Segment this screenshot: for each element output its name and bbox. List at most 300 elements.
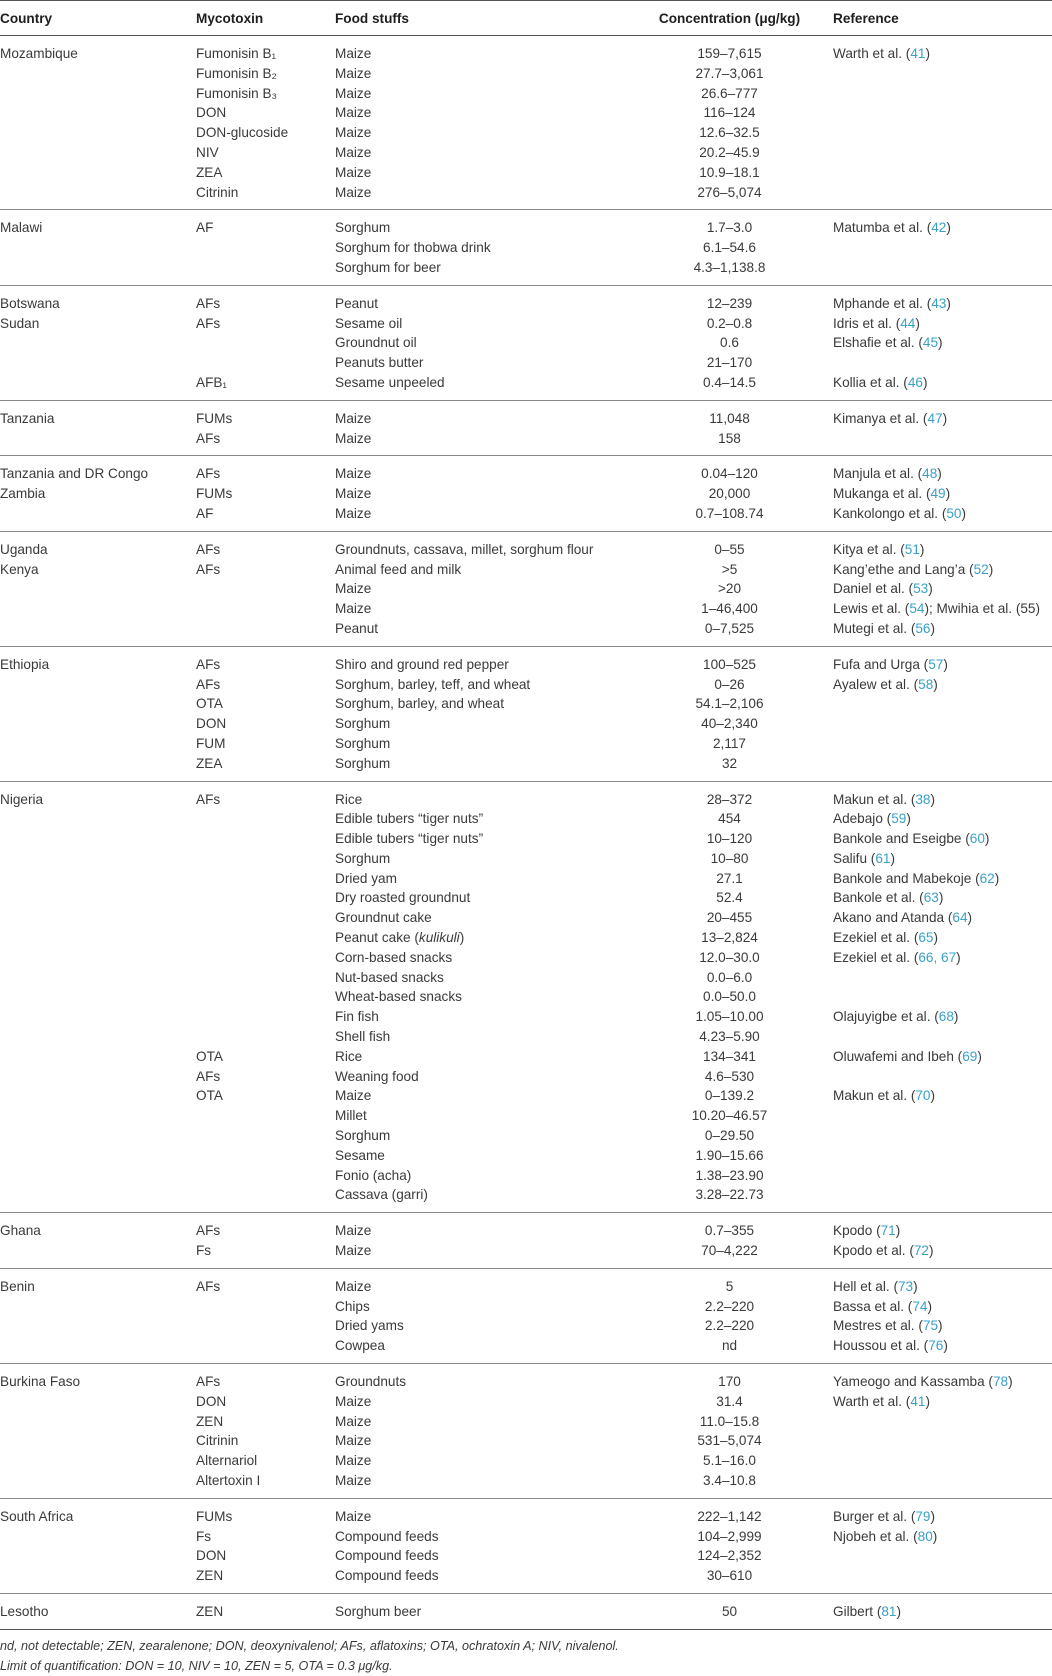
cell-food-stuff: Compound feeds	[335, 1528, 439, 1544]
cell-mycotoxin: AFs	[196, 791, 221, 807]
country-group	[0, 1593, 1052, 1629]
cell-mycotoxin	[196, 333, 335, 353]
reference-author: Kpodo et al. (	[833, 1243, 914, 1259]
reference-number-link[interactable]: 38	[915, 791, 931, 807]
reference-number-link[interactable]: 79	[915, 1508, 931, 1524]
reference-number-link[interactable]: 41	[910, 46, 926, 61]
cell-mycotoxin: Alternariol	[196, 1453, 258, 1469]
reference-number-link[interactable]: 76	[928, 1338, 944, 1354]
country-group	[0, 1498, 1052, 1593]
cell-concentration: 0.7–108.74	[695, 505, 764, 521]
reference-number-link[interactable]: 57	[928, 656, 944, 672]
cell-country: Uganda	[0, 541, 48, 557]
reference-number-link[interactable]: 52	[973, 561, 989, 577]
reference-author: Daniel et al. (	[833, 581, 914, 597]
cell-mycotoxin: Altertoxin I	[196, 1473, 261, 1488]
footnote-limit-of-quantification: Limit of quantification: DON = 10, NIV = 10, ZEN = 5, OTA = 0.3 μg/kg.	[0, 1658, 393, 1673]
reference-author: Warth et al. (	[833, 1393, 911, 1409]
cell-mycotoxin: Citrinin	[196, 184, 239, 200]
cell-mycotoxin: DON	[196, 1548, 227, 1564]
cell-mycotoxin: AF	[196, 220, 214, 236]
table-row	[0, 1067, 1052, 1087]
reference-suffix: )	[930, 620, 936, 636]
cell-concentration: 10–120	[706, 831, 753, 847]
table-row	[0, 531, 1052, 559]
cell-country	[0, 1086, 196, 1106]
reference-number-link[interactable]: 62	[979, 870, 995, 886]
reference-number-link[interactable]: 43	[931, 295, 947, 311]
table-row	[0, 599, 1052, 619]
cell-mycotoxin	[196, 908, 335, 928]
cell-country	[0, 1566, 196, 1593]
cell-country	[0, 579, 196, 599]
cell-food-stuff: Nut-based snacks	[335, 969, 444, 985]
table-row	[0, 143, 1052, 163]
reference-number-link[interactable]: 66, 67	[918, 949, 957, 965]
country-group	[0, 1213, 1052, 1269]
reference-number-link[interactable]: 74	[912, 1298, 928, 1314]
cell-mycotoxin: AFs	[196, 430, 221, 446]
header-country: Country	[0, 1, 196, 36]
cell-concentration: 11.0–15.8	[699, 1413, 760, 1429]
cell-concentration: 531–5,074	[697, 1433, 762, 1449]
cell-reference	[833, 314, 1052, 334]
cell-reference	[833, 888, 1052, 908]
reference-number-link[interactable]: 69	[962, 1048, 978, 1064]
cell-country: Kenya	[0, 561, 39, 577]
cell-concentration: 0.4–14.5	[703, 374, 756, 390]
cell-mycotoxin	[196, 1106, 335, 1126]
cell-food-stuff: Maize	[335, 46, 372, 61]
reference-suffix: )	[913, 1278, 918, 1294]
cell-mycotoxin	[196, 809, 335, 829]
cell-concentration: 0–55	[714, 541, 745, 557]
cell-concentration: 158	[718, 430, 741, 446]
reference-author: Mestres et al. (	[833, 1318, 923, 1334]
cell-concentration: 70–4,222	[701, 1243, 758, 1259]
cell-reference	[833, 829, 1052, 849]
cell-country	[0, 754, 196, 781]
country-group	[0, 456, 1052, 531]
cell-mycotoxin	[196, 258, 335, 285]
cell-food-stuff: Shell fish	[335, 1029, 391, 1045]
cell-mycotoxin: AFs	[196, 1068, 221, 1084]
table-row	[0, 579, 1052, 599]
table-row	[0, 36, 1052, 64]
cell-reference	[833, 809, 1052, 829]
cell-food-stuff: Sorghum	[335, 755, 391, 771]
reference-number-link[interactable]: 46	[907, 374, 923, 390]
cell-food-stuff: Sorghum, barley, teff, and wheat	[335, 676, 531, 692]
cell-concentration: 1.7–3.0	[706, 220, 753, 236]
table-row	[0, 1431, 1052, 1451]
reference-number-link[interactable]: 72	[913, 1243, 929, 1259]
cell-mycotoxin: ZEA	[196, 164, 223, 180]
table-row	[0, 1566, 1052, 1593]
cell-concentration: 116–124	[703, 105, 756, 121]
reference-author: Akano and Atanda (	[833, 910, 953, 926]
cell-concentration: 20,000	[708, 486, 751, 502]
reference-number-link[interactable]: 60	[969, 831, 985, 847]
cell-country: Nigeria	[0, 791, 44, 807]
cell-food-stuff: Shiro and ground red pepper	[335, 656, 509, 672]
reference-author: Oluwafemi and Ibeh (	[833, 1048, 963, 1064]
cell-country	[0, 948, 196, 968]
table-row	[0, 238, 1052, 258]
reference-number-link[interactable]: 51	[904, 541, 920, 557]
table-row	[0, 183, 1052, 210]
reference-suffix: )	[984, 831, 990, 847]
reference-number-link[interactable]: 48	[922, 466, 938, 482]
cell-food-stuff: Maize	[335, 164, 372, 180]
cell-country	[0, 429, 196, 456]
reference-suffix: )	[919, 541, 925, 557]
cell-reference	[833, 484, 1052, 504]
table-row	[0, 1007, 1052, 1027]
cell-concentration: 40–2,340	[701, 716, 758, 732]
cell-concentration: 0.04–120	[701, 466, 758, 482]
cell-concentration: 134–341	[703, 1048, 756, 1064]
reference-number-link[interactable]: 59	[891, 811, 907, 827]
cell-mycotoxin	[196, 1027, 335, 1047]
reference-number-link[interactable]: 65	[918, 930, 934, 946]
cell-food-stuff: Sorghum for thobwa drink	[335, 240, 491, 256]
table-row	[0, 1027, 1052, 1047]
reference-author: Ayalew et al. (	[833, 676, 919, 692]
reference-author: Mukanga et al. (	[833, 486, 931, 502]
table-row	[0, 1471, 1052, 1498]
cell-country	[0, 1336, 196, 1363]
cell-reference	[833, 84, 1052, 104]
country-group	[0, 1364, 1052, 1499]
cell-food-stuff: Sorghum	[335, 850, 391, 866]
table-row	[0, 400, 1052, 428]
reference-suffix: )	[930, 1088, 936, 1104]
cell-mycotoxin: Fs	[196, 1528, 212, 1544]
cell-concentration: 28–372	[706, 791, 753, 807]
cell-mycotoxin: AFs	[196, 676, 221, 692]
reference-suffix: )	[956, 949, 961, 965]
reference-number-link[interactable]: 53	[913, 581, 929, 597]
header-concentration: Concentration (μg/kg)	[626, 1, 833, 36]
reference-number-link[interactable]: 80	[917, 1528, 933, 1544]
cell-reference	[833, 258, 1052, 285]
cell-food-stuff: Sorghum	[335, 735, 391, 751]
reference-number-link[interactable]: 71	[880, 1223, 896, 1239]
reference-author: Bankole and Mabekoje (	[833, 870, 980, 886]
cell-country	[0, 1067, 196, 1087]
table-row	[0, 1593, 1052, 1629]
cell-reference	[833, 143, 1052, 163]
reference-number-link[interactable]: 70	[915, 1088, 931, 1104]
cell-concentration: 10–80	[710, 850, 749, 866]
reference-number-link[interactable]: 44	[900, 315, 916, 331]
cell-country	[0, 928, 196, 948]
cell-concentration: 4.23–5.90	[699, 1029, 760, 1045]
reference-number-link[interactable]: 73	[897, 1278, 914, 1294]
cell-food-stuff: Groundnuts, cassava, millet, sorghum flour	[335, 541, 594, 557]
cell-country	[0, 1316, 196, 1336]
table-row	[0, 1047, 1052, 1067]
reference-suffix: )	[938, 890, 944, 906]
reference-number-link[interactable]: 75	[922, 1318, 939, 1334]
reference-number-link[interactable]: 54	[909, 601, 925, 617]
reference-suffix: )	[930, 1508, 936, 1524]
cell-reference	[833, 619, 1052, 646]
table-row	[0, 908, 1052, 928]
cell-concentration: 12.6–32.5	[699, 125, 760, 141]
cell-reference	[833, 579, 1052, 599]
cell-country	[0, 1185, 196, 1212]
reference-number-link[interactable]: 50	[946, 505, 962, 521]
cell-country	[0, 64, 196, 84]
cell-country	[0, 258, 196, 285]
reference-number-link[interactable]: 56	[915, 620, 931, 636]
reference-suffix: )	[890, 850, 895, 866]
country-group	[0, 400, 1052, 456]
cell-reference	[833, 1316, 1052, 1336]
reference-author: Burger et al. (	[833, 1508, 916, 1524]
reference-suffix: )	[933, 676, 938, 692]
cell-country	[0, 1471, 196, 1498]
reference-number-link[interactable]: 49	[930, 486, 946, 502]
cell-concentration: 11,048	[709, 410, 750, 426]
cell-food-stuff: Maize	[335, 1413, 372, 1429]
cell-country: Lesotho	[0, 1603, 49, 1619]
cell-mycotoxin: AFB₁	[196, 374, 228, 390]
cell-concentration: 20–455	[706, 910, 753, 926]
table-row	[0, 456, 1052, 484]
cell-concentration: >5	[721, 561, 738, 577]
cell-concentration: 10.20–46.57	[691, 1108, 768, 1124]
reference-author: Fufa and Urga (	[833, 656, 929, 672]
cell-concentration: 0.0–6.0	[706, 969, 753, 985]
cell-concentration: 124–2,352	[697, 1548, 762, 1564]
cell-reference	[833, 1471, 1052, 1498]
cell-food-stuff: Peanut	[335, 620, 379, 636]
cell-country	[0, 143, 196, 163]
cell-concentration: 2,117	[712, 735, 746, 751]
reference-suffix: )	[946, 220, 951, 236]
reference-author: Kang’ethe and Lang’a (	[833, 561, 974, 577]
cell-concentration: 170	[718, 1374, 741, 1390]
reference-author: Bankole et al. (	[833, 890, 924, 906]
cell-food-stuff: Edible tubers “tiger nuts”	[335, 831, 484, 847]
cell-concentration: 3.4–10.8	[703, 1473, 756, 1488]
cell-reference	[833, 928, 1052, 948]
table-row	[0, 1106, 1052, 1126]
cell-concentration: 222–1,142	[697, 1508, 762, 1524]
reference-number-link[interactable]: 64	[952, 910, 968, 926]
cell-country	[0, 84, 196, 104]
cell-country	[0, 849, 196, 869]
table-row	[0, 714, 1052, 734]
cell-concentration: 54.1–2,106	[695, 696, 764, 712]
cell-reference	[833, 781, 1052, 809]
cell-mycotoxin: ZEN	[196, 1603, 224, 1619]
cell-concentration: 52.4	[716, 890, 743, 906]
cell-food-stuff: Maize	[335, 581, 372, 597]
table-row	[0, 928, 1052, 948]
cell-reference	[833, 1086, 1052, 1106]
table-row	[0, 1392, 1052, 1412]
table-row	[0, 84, 1052, 104]
reference-suffix: )	[967, 910, 973, 926]
table-row	[0, 1166, 1052, 1186]
cell-country	[0, 1412, 196, 1432]
table-row	[0, 103, 1052, 123]
cell-concentration: 4.3–1,138.8	[693, 259, 766, 275]
cell-food-stuff: Compound feeds	[335, 1568, 439, 1584]
cell-mycotoxin: AFs	[196, 561, 221, 577]
table-row	[0, 987, 1052, 1007]
cell-food-stuff: Sorghum, barley, and wheat	[335, 696, 505, 712]
table-row	[0, 353, 1052, 373]
cell-reference	[833, 987, 1052, 1007]
reference-author: Bassa et al. (	[833, 1298, 913, 1314]
reference-number-link[interactable]: 78	[992, 1374, 1009, 1390]
cell-concentration: 5	[725, 1278, 734, 1294]
cell-food-stuff: Maize	[335, 1393, 372, 1409]
cell-mycotoxin	[196, 829, 335, 849]
cell-mycotoxin	[196, 353, 335, 373]
reference-number-link[interactable]: 45	[922, 335, 939, 351]
cell-food-stuff: Maize	[335, 1508, 372, 1524]
cell-reference	[833, 694, 1052, 714]
cell-food-stuff: Maize	[335, 1243, 372, 1259]
cell-mycotoxin: AFs	[196, 466, 221, 482]
cell-mycotoxin: ZEA	[196, 755, 223, 771]
country-group	[0, 646, 1052, 781]
reference-author: Yameogo and Kassamba (	[833, 1374, 993, 1390]
reference-number-link[interactable]: 68	[938, 1009, 954, 1025]
cell-food-stuff: Groundnuts	[335, 1374, 407, 1390]
reference-suffix: )	[988, 561, 994, 577]
reference-number-link[interactable]: 42	[931, 220, 947, 236]
cell-mycotoxin: DON	[196, 1393, 227, 1409]
reference-suffix: )	[953, 1009, 959, 1025]
table-row	[0, 781, 1052, 809]
cell-country	[0, 1392, 196, 1412]
reference-suffix: )	[927, 1298, 932, 1314]
cell-mycotoxin: OTA	[196, 1048, 223, 1064]
reference-suffix: )	[928, 581, 933, 597]
cell-country	[0, 619, 196, 646]
cell-country: Sudan	[0, 315, 40, 331]
cell-reference	[833, 36, 1052, 64]
reference-author: Kimanya et al. (	[833, 410, 928, 426]
cell-concentration: 27.7–3,061	[695, 65, 764, 81]
table-row	[0, 123, 1052, 143]
cell-mycotoxin: AFs	[196, 315, 221, 331]
cell-concentration: 0.6	[720, 335, 739, 351]
cell-concentration: 20.2–45.9	[699, 144, 760, 160]
cell-country	[0, 1106, 196, 1126]
table-row	[0, 484, 1052, 504]
cell-reference	[833, 1185, 1052, 1212]
cell-mycotoxin: Fumonisin B₂	[196, 65, 277, 81]
cell-food-stuff: Sorghum beer	[335, 1603, 422, 1619]
reference-author: Makun et al. (	[833, 791, 916, 807]
reference-suffix: )	[977, 1048, 982, 1064]
cell-food-stuff: Maize	[335, 601, 372, 617]
reference-author: Ezekiel et al. (	[833, 949, 919, 965]
cell-concentration: 31.4	[716, 1393, 743, 1409]
cell-mycotoxin	[196, 1166, 335, 1186]
cell-country	[0, 1146, 196, 1166]
cell-country	[0, 238, 196, 258]
country-group	[0, 210, 1052, 285]
cell-food-stuff: Peanut cake (kulikuli)	[335, 930, 465, 946]
cell-country	[0, 1047, 196, 1067]
reference-number-link[interactable]: 61	[875, 850, 891, 866]
cell-country: Ghana	[0, 1223, 41, 1239]
cell-food-stuff: Maize	[335, 1473, 372, 1488]
cell-country	[0, 353, 196, 373]
cell-mycotoxin: ZEN	[196, 1413, 224, 1429]
reference-author: Hell et al. (	[833, 1278, 898, 1294]
reference-number-link[interactable]: 41	[910, 1393, 926, 1409]
cell-food-stuff: Sorghum for beer	[335, 259, 441, 275]
table-row	[0, 429, 1052, 456]
country-group	[0, 285, 1052, 400]
table-row	[0, 285, 1052, 313]
cell-reference	[833, 849, 1052, 869]
cell-reference	[833, 1027, 1052, 1047]
table-row	[0, 163, 1052, 183]
cell-mycotoxin	[196, 599, 335, 619]
cell-reference	[833, 948, 1052, 968]
table-row	[0, 968, 1052, 988]
cell-food-stuff: Maize	[335, 85, 372, 101]
cell-reference	[833, 1566, 1052, 1593]
reference-suffix: )	[930, 791, 936, 807]
cell-food-stuff: Fin fish	[335, 1009, 379, 1025]
cell-food-stuff: Wheat-based snacks	[335, 989, 462, 1005]
reference-number-link[interactable]: 63	[923, 890, 939, 906]
reference-number-link[interactable]: 47	[927, 410, 943, 426]
table-row	[0, 1213, 1052, 1241]
reference-author: Bankole and Eseigbe (	[833, 831, 970, 847]
cell-reference	[833, 1392, 1052, 1412]
cell-mycotoxin: DON	[196, 105, 227, 121]
cell-reference	[833, 1498, 1052, 1526]
reference-number-link[interactable]: 58	[918, 676, 934, 692]
cell-food-stuff: Animal feed and milk	[335, 561, 462, 577]
cell-mycotoxin: AFs	[196, 295, 221, 311]
reference-suffix: )	[928, 1243, 934, 1259]
cell-concentration: 104–2,999	[697, 1528, 762, 1544]
cell-country: Burkina Faso	[0, 1374, 81, 1390]
cell-mycotoxin	[196, 619, 335, 646]
reference-author: Kpodo (	[833, 1223, 881, 1239]
cell-country	[0, 987, 196, 1007]
reference-author: Kitya et al. (	[833, 541, 905, 557]
cell-reference	[833, 285, 1052, 313]
table-row	[0, 849, 1052, 869]
cell-food-stuff: Maize	[335, 505, 372, 521]
cell-concentration: 50	[721, 1603, 738, 1619]
cell-reference	[833, 373, 1052, 400]
cell-mycotoxin: Citrinin	[196, 1433, 239, 1449]
reference-author: Mutegi et al. (	[833, 620, 916, 636]
cell-reference	[833, 1106, 1052, 1126]
reference-number-link[interactable]: 81	[881, 1603, 897, 1619]
cell-reference	[833, 64, 1052, 84]
cell-reference	[833, 1431, 1052, 1451]
cell-reference	[833, 1047, 1052, 1067]
reference-author: Kollia et al. (	[833, 374, 908, 390]
